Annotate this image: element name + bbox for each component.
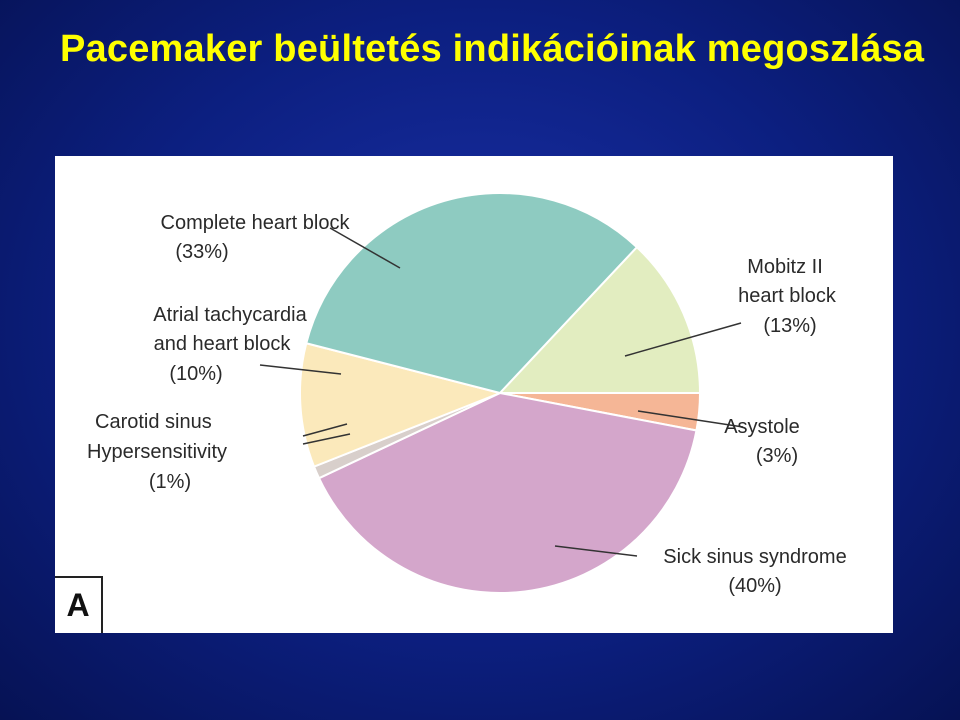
slice-name-label: Asystole	[724, 416, 800, 438]
slice-name-label: and heart block	[153, 333, 291, 355]
slice-value-label: (1%)	[148, 471, 192, 493]
slice-value-label: (13%)	[763, 315, 817, 337]
slice-name-label: Carotid sinus	[95, 411, 212, 433]
pie-chart	[55, 156, 893, 633]
panel-letter: A	[55, 576, 103, 633]
slice-name-label: Complete heart block	[160, 212, 350, 234]
slice-name-label: Atrial tachycardia	[153, 304, 307, 326]
slice-name-label: Hypersensitivity	[87, 441, 228, 463]
slice-name-label: Sick sinus syndrome	[663, 546, 847, 568]
slice-value-label: (40%)	[728, 575, 782, 597]
slice-value-label: (33%)	[175, 241, 229, 263]
slice-name-label: heart block	[738, 285, 836, 307]
slice-value-label: (3%)	[755, 445, 799, 467]
slice-value-label: (10%)	[169, 363, 223, 385]
slice-name-label: Mobitz II	[747, 256, 823, 278]
figure-panel	[55, 156, 893, 633]
slide-title: Pacemaker beültetés indikációinak megoszlása	[60, 28, 925, 70]
